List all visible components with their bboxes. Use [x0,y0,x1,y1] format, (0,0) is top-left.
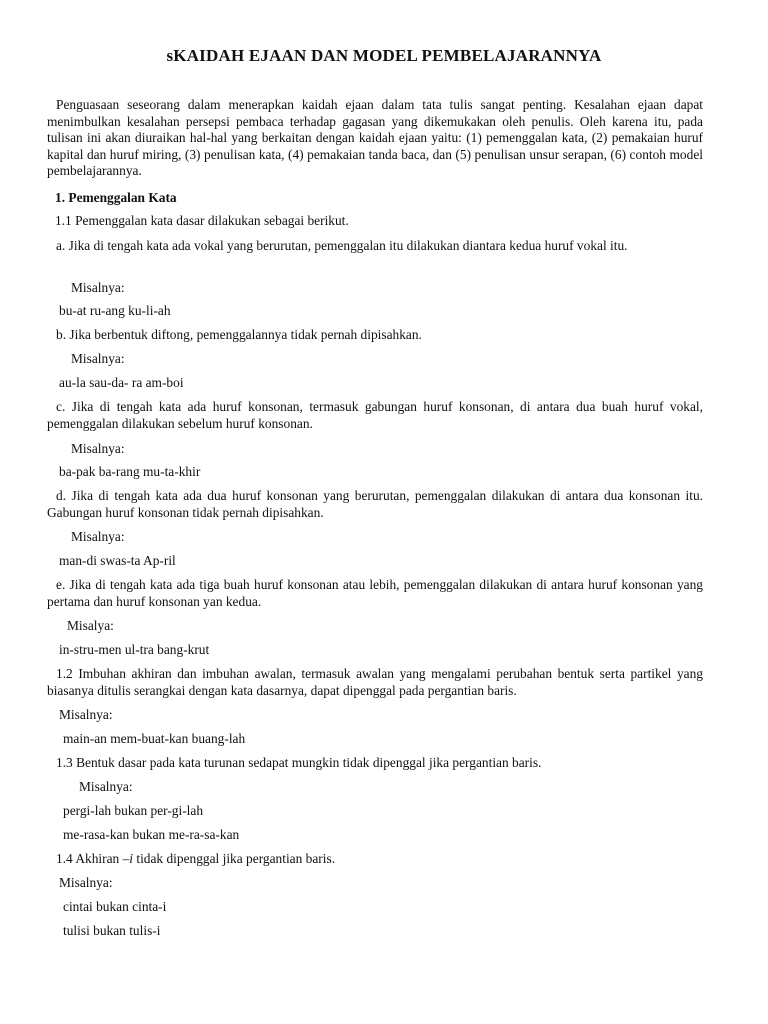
subsection-1-2: 1.2 Imbuhan akhiran dan imbuhan awalan, termasuk awalan yang mengalami perubahan bentuk serta partikel yang biasanya ditulis serangkai dengan kata dasarnya, dapat dipenggal pada pergantian baris. [47,666,703,698]
document-title: sKAIDAH EJAAN DAN MODEL PEMBELAJARANNYA [166,46,602,65]
subsection-1-3: 1.3 Bentuk dasar pada kata turunan sedapat mungkin tidak dipenggal jika pergantian baris. [56,755,542,770]
subsection-1-2-example-label: Misalnya: [59,707,113,722]
section-heading-pemenggalan-kata: 1. Pemenggalan Kata [55,190,177,205]
rule-b-text: b. Jika berbentuk diftong, pemenggalannya tidak pernah dipisahkan. [56,327,422,342]
rule-a-example-label: Misalnya: [71,280,125,295]
rule-a-example: bu-at ru-ang ku-li-ah [59,303,171,318]
rule-d-text: d. Jika di tengah kata ada dua huruf konsonan yang berurutan, pemenggalan dilakukan di antara dua konsonan itu. Gabungan huruf konsonan tidak pernah dipisahkan. [47,488,703,520]
subsection-1-4-example-label: Misalnya: [59,875,113,890]
subsection-1-2-example: main-an mem-buat-kan buang-lah [63,731,246,746]
rule-b-example: au-la sau-da- ra am-boi [59,375,184,390]
subsection-1-4-rest: tidak dipenggal jika pergantian baris. [133,851,336,866]
subsection-1-4 [56,851,335,868]
intro-paragraph: Penguasaan seseorang dalam menerapkan kaidah ejaan dalam tata tulis sangat penting. Kesalahan ejaan dapat menimbulkan kesalahan persepsi pembaca terhadap gagasan yang dikemukakan oleh penulis. Oleh karena itu, pada tulisan ini akan diuraikan hal-hal yang berkaitan dengan kaidah ejaan yaitu: (1) pemenggalan kata, (2) pemakaian huruf kapital dan huruf miring, (3) penulisan kata, (4) pemakaian tanda baca, dan (5) penulisan unsur serapan, (6) contoh model pembelajarannya. [47,97,703,178]
subsection-1-3-example-1: pergi-lah bukan per-gi-lah [63,803,204,818]
rule-e-example: in-stru-men ul-tra bang-krut [59,642,210,657]
rule-e-example-label: Misalya: [67,618,114,633]
subsection-1-1: 1.1 Pemenggalan kata dasar dilakukan sebagai berikut. [55,213,349,228]
subsection-1-4-example-1: cintai bukan cinta-i [63,899,167,914]
rule-c-example-label: Misalnya: [71,441,125,456]
rule-e-text: e. Jika di tengah kata ada tiga buah huruf konsonan atau lebih, pemenggalan dilakukan di antara huruf konsonan yang pertama dan huruf konsonan yan kedua. [47,577,703,609]
subsection-1-3-example-2: me-rasa-kan bukan me-ra-sa-kan [63,827,240,842]
rule-a-text: a. Jika di tengah kata ada vokal yang berurutan, pemenggalan itu dilakukan diantara kedua huruf vokal itu. [56,238,628,253]
subsection-1-3-example-label: Misalnya: [79,779,133,794]
subsection-1-4-prefix: 1.4 Akhiran [56,851,123,866]
rule-d-example: man-di swas-ta Ap-ril [59,553,176,568]
rule-c-example: ba-pak ba-rang mu-ta-khir [59,464,201,479]
rule-b-example-label: Misalnya: [71,351,125,366]
rule-c-text: c. Jika di tengah kata ada huruf konsonan, termasuk gabungan huruf konsonan, di antara dua buah huruf vokal, pemenggalan dilakukan sebelum huruf konsonan. [47,399,703,431]
subsection-1-4-example-2: tulisi bukan tulis-i [63,923,161,938]
rule-d-example-label: Misalnya: [71,529,125,544]
subsection-1-4-suffix-mark: –i [122,851,133,866]
